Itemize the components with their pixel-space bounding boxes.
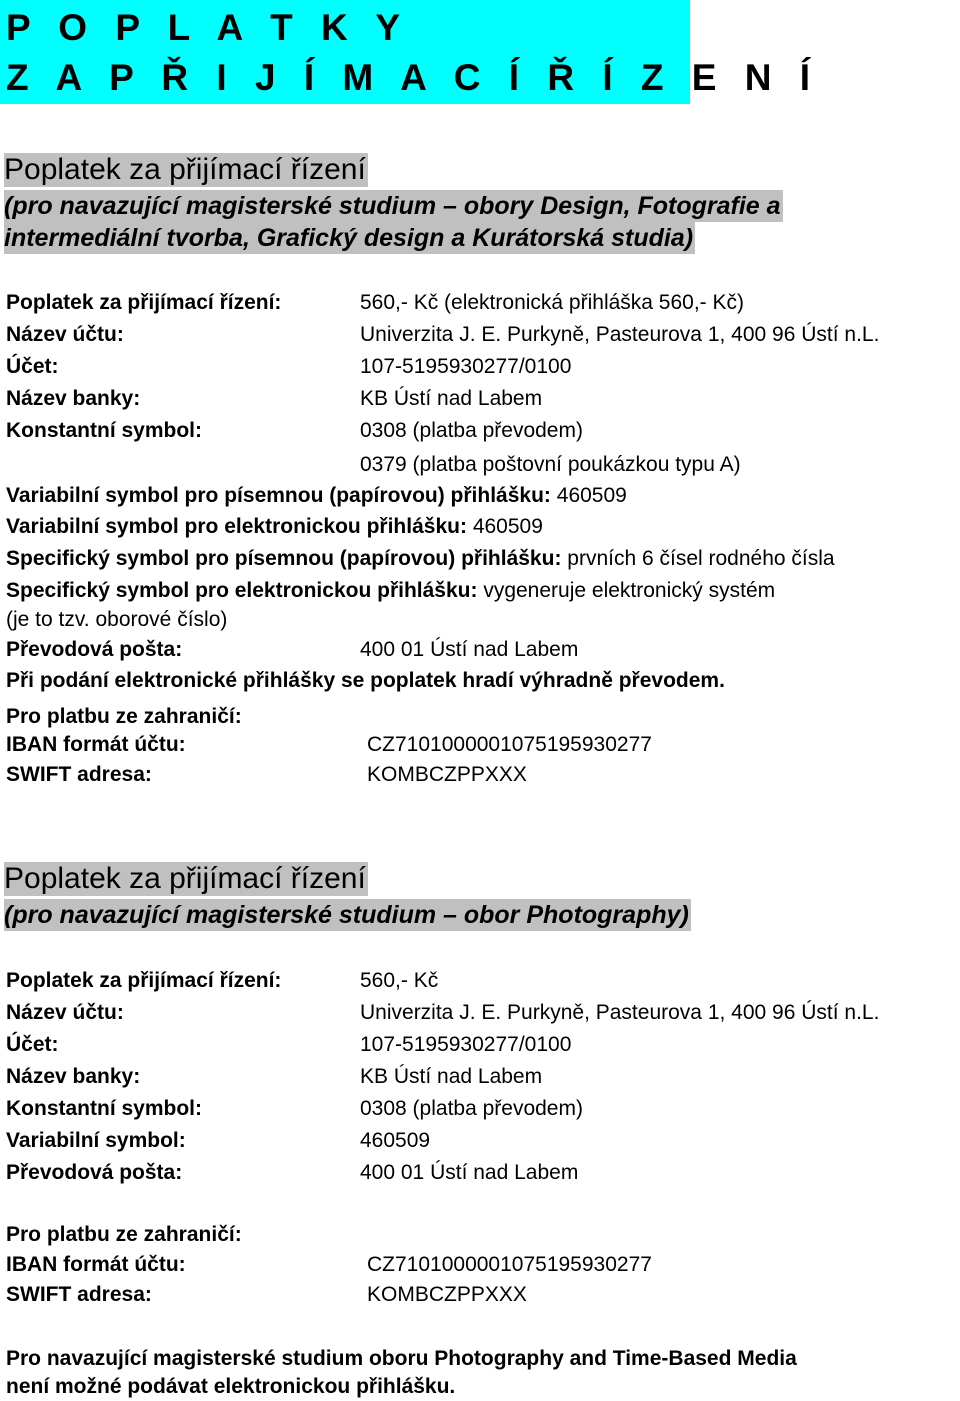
spec-symbol-paper-label: Specifický symbol pro písemnou (papírovou) přihlášku: xyxy=(6,547,562,570)
s2-const-symbol-value: 0308 (platba převodem) xyxy=(360,1097,583,1120)
bank-label: Název banky: xyxy=(6,387,141,410)
spec-symbol-paper-value: prvních 6 čísel rodného čísla xyxy=(567,547,835,570)
s2-const-symbol-label: Konstantní symbol: xyxy=(6,1097,203,1120)
s2-iban-value: CZ7101000001075195930277 xyxy=(367,1253,652,1276)
account-name-label: Název účtu: xyxy=(6,323,124,346)
var-symbol-elec xyxy=(6,514,543,540)
s2-fee-value: 560,- Kč xyxy=(360,969,439,992)
var-symbol-paper-value: 460509 xyxy=(556,484,627,507)
section2-subheading: (pro navazující magisterské studium – obor Photography) xyxy=(4,901,689,929)
s2-account-value: 107-5195930277/0100 xyxy=(360,1033,572,1056)
var-symbol-elec-value: 460509 xyxy=(472,515,543,538)
var-symbol-paper xyxy=(6,483,627,509)
s2-bank-value: KB Ústí nad Labem xyxy=(360,1065,543,1088)
spec-symbol-elec xyxy=(6,578,775,604)
spec-symbol-paper xyxy=(6,546,835,572)
foreign-label: Pro platbu ze zahraničí: xyxy=(6,705,242,728)
s2-post-label: Převodová pošta: xyxy=(6,1161,183,1184)
post-value: 400 01 Ústí nad Labem xyxy=(360,638,579,661)
account-name-value: Univerzita J. E. Purkyně, Pasteurova 1, 400 96 Ústí n.L. xyxy=(360,323,880,346)
var-symbol-paper-label: Variabilní symbol pro písemnou (papírovou) přihlášku: xyxy=(6,484,551,507)
account-label: Účet: xyxy=(6,355,59,378)
const-symbol-value-2: 0379 (platba poštovní poukázkou typu A) xyxy=(360,453,741,476)
s2-var-symbol-value: 460509 xyxy=(360,1129,431,1152)
title-banner xyxy=(0,0,819,104)
swift-label: SWIFT adresa: xyxy=(6,763,152,786)
iban-value: CZ7101000001075195930277 xyxy=(367,733,652,756)
footer-note-line-1: Pro navazující magisterské studium oboru Photography and Time-Based Media xyxy=(6,1347,797,1370)
s2-fee-label: Poplatek za přijímací řízení: xyxy=(6,969,282,992)
footer-note-line-2: není možné podávat elektronickou přihlášku. xyxy=(6,1375,456,1398)
s2-swift-label: SWIFT adresa: xyxy=(6,1283,152,1306)
section1-heading: Poplatek za přijímací řízení xyxy=(4,153,366,186)
s2-account-name-label: Název účtu: xyxy=(6,1001,124,1024)
swift-value: KOMBCZPPXXX xyxy=(367,763,527,786)
s2-bank-label: Název banky: xyxy=(6,1065,141,1088)
s2-account-name-value: Univerzita J. E. Purkyně, Pasteurova 1, 400 96 Ústí n.L. xyxy=(360,1001,880,1024)
section1-subheading-line1: (pro navazující magisterské studium – obory Design, Fotografie a xyxy=(4,192,781,220)
title-line-1: P O P L A T K Y xyxy=(6,7,409,48)
title-line-2: Z A P Ř I J Í M A C Í Ř Í Z E N Í xyxy=(6,57,819,98)
s2-account-label: Účet: xyxy=(6,1033,59,1056)
account-value: 107-5195930277/0100 xyxy=(360,355,572,378)
s2-var-symbol-label: Variabilní symbol: xyxy=(6,1129,186,1152)
section2-heading: Poplatek za přijímací řízení xyxy=(4,862,366,895)
post-label: Převodová pošta: xyxy=(6,638,183,661)
var-symbol-elec-label: Variabilní symbol pro elektronickou přihlášku: xyxy=(6,515,467,538)
s2-iban-label: IBAN formát účtu: xyxy=(6,1253,186,1276)
const-symbol-label: Konstantní symbol: xyxy=(6,419,203,442)
spec-symbol-elec-label: Specifický symbol pro elektronickou přihlášku: xyxy=(6,579,478,602)
s2-swift-value: KOMBCZPPXXX xyxy=(367,1283,527,1306)
iban-label: IBAN formát účtu: xyxy=(6,733,186,756)
const-symbol-value-1: 0308 (platba převodem) xyxy=(360,419,583,442)
s2-foreign-label: Pro platbu ze zahraničí: xyxy=(6,1223,242,1246)
fee-label: Poplatek za přijímací řízení: xyxy=(6,291,282,314)
spec-symbol-elec-value: vygeneruje elektronický systém xyxy=(483,579,776,602)
bank-value: KB Ústí nad Labem xyxy=(360,387,543,410)
s2-post-value: 400 01 Ústí nad Labem xyxy=(360,1161,579,1184)
payment-note: Při podání elektronické přihlášky se poplatek hradí výhradně převodem. xyxy=(6,669,725,692)
fee-value: 560,- Kč (elektronická přihláška 560,- Kč) xyxy=(360,291,744,314)
spec-symbol-elec-note: (je to tzv. oborové číslo) xyxy=(6,608,228,631)
section1-subheading-line2: intermediální tvorba, Grafický design a Kurátorská studia) xyxy=(4,224,694,252)
